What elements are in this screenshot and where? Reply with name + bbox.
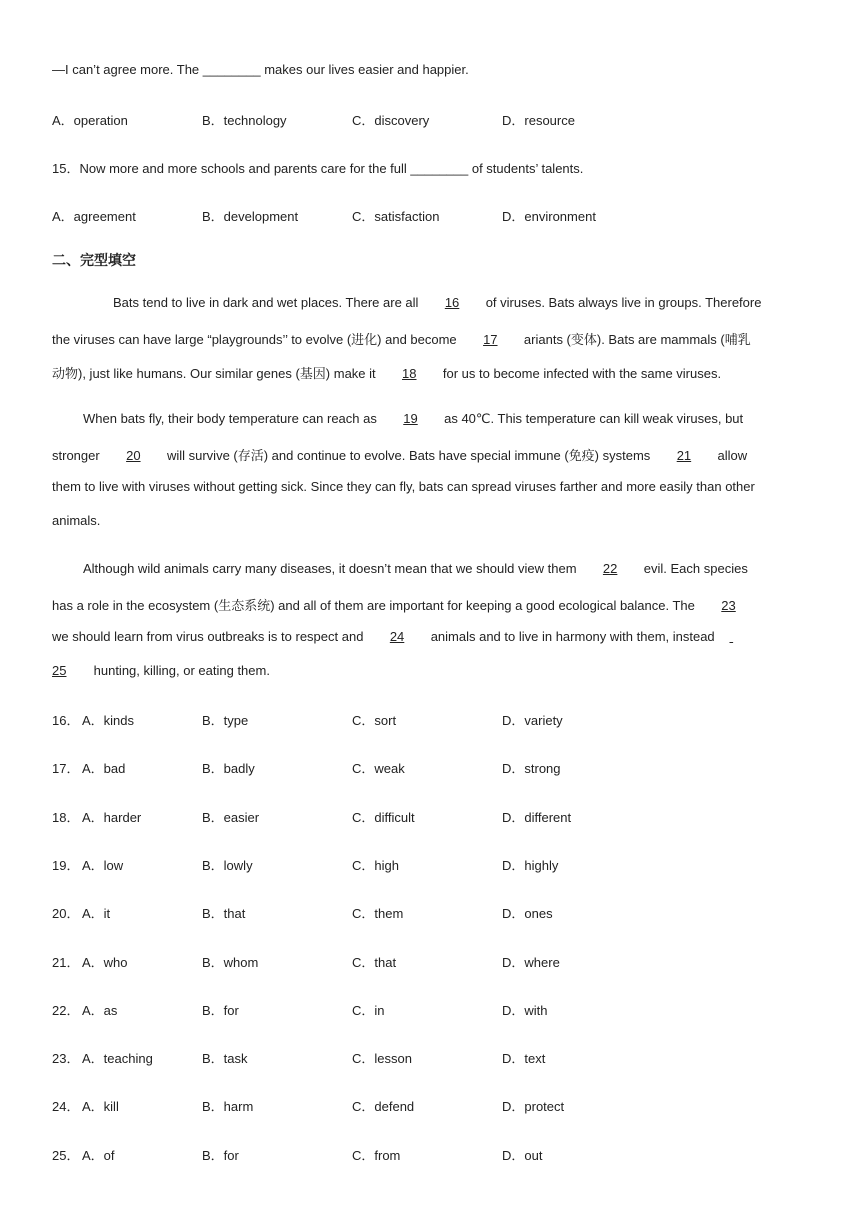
question-option-d: D．highly [502, 857, 559, 873]
question-option-c: C．in [352, 1002, 385, 1018]
passage-line [52, 663, 270, 678]
question-option-c: C．from [352, 1147, 401, 1163]
question-number: 23． [52, 1051, 80, 1067]
blank-21: 21 [676, 448, 692, 463]
passage-line: them to live with viruses without getting sick. Since they can fly, bats can spread viruses farther and more easily than other [52, 479, 755, 494]
question-option-b: B．lowly [202, 857, 253, 873]
question-option-a: A．bad [82, 761, 126, 777]
question-option-a: A．as [82, 1002, 118, 1018]
passage-line: animals. [52, 513, 101, 528]
blank-25-lead [718, 629, 744, 644]
passage-line [83, 411, 743, 427]
blank-20: 20 [126, 448, 141, 463]
passage-text: 动物), just like humans. Our similar genes (基因) make it [52, 366, 376, 381]
passage-text: stronger [52, 448, 100, 463]
blank-16: 16 [444, 295, 460, 310]
passage-text: evil. Each species [643, 561, 748, 576]
question-option-d: D．protect [502, 1099, 565, 1115]
question-option-c: C．high [352, 857, 399, 873]
passage-text: the viruses can have large “playgrounds’’ to evolve (进化) and become [52, 332, 457, 347]
question-option-b: B．type [202, 713, 249, 728]
blank-17: 17 [483, 332, 498, 347]
question-option-b: B．for [202, 1147, 239, 1163]
q15-stem: 15．Now more and more schools and parents care for the full ________ of students’ talents. [52, 161, 584, 176]
question-option-d: D．strong [502, 761, 561, 777]
q15-option-a: A．agreement [52, 209, 136, 224]
question-option-c: C．them [352, 906, 404, 922]
question-option-b: B．that [202, 906, 246, 922]
passage-text: ariants (变体). Bats are mammals (哺乳 [523, 332, 751, 347]
question-option-c: C．defend [352, 1099, 415, 1115]
q14-option-d: D．resource [502, 113, 575, 128]
question-option-b: B．easier [202, 809, 260, 825]
question-option-d: D．out [502, 1147, 543, 1163]
question-option-a: A．of [82, 1147, 115, 1163]
blank-22: 22 [602, 561, 618, 576]
question-option-c: C．sort [352, 713, 397, 728]
question-option-d: D．different [502, 809, 572, 825]
passage-line [52, 329, 751, 348]
question-number: 16． [52, 713, 80, 728]
blank-19: 19 [403, 411, 418, 426]
passage-text: will survive (存活) and continue to evolve. Bats have special immune (免疫) systems [166, 448, 651, 463]
question-option-a: A．who [82, 954, 128, 970]
question-number: 25． [52, 1147, 80, 1163]
passage-text: as 40℃. This temperature can kill weak viruses, but [444, 411, 744, 426]
question-option-d: D．text [502, 1051, 546, 1067]
question-number: 18． [52, 809, 80, 825]
question-option-b: B．for [202, 1002, 239, 1018]
q14-option-b: B．technology [202, 113, 287, 128]
question-option-c: C．difficult [352, 809, 415, 825]
question-option-c: C．weak [352, 761, 405, 777]
question-number: 20． [52, 906, 80, 922]
blank-25: 25 [52, 663, 67, 678]
question-option-c: C．lesson [352, 1051, 412, 1067]
question-option-a: A．it [82, 906, 111, 922]
question-option-b: B．whom [202, 954, 259, 970]
q14-option-c: C．discovery [352, 113, 430, 128]
passage-line [83, 561, 748, 576]
passage-text: we should learn from virus outbreaks is to respect and [52, 629, 364, 644]
q14-stem: —I can’t agree more. The ________ makes our lives easier and happier. [52, 62, 469, 77]
question-number: 24． [52, 1099, 80, 1115]
question-option-c: C．that [352, 954, 397, 970]
passage-text: of viruses. Bats always live in groups. Therefore [485, 295, 762, 310]
blank-18: 18 [402, 366, 417, 381]
question-option-a: A．harder [82, 809, 142, 825]
q15-option-c: C．satisfaction [352, 209, 440, 224]
question-option-b: B．task [202, 1051, 248, 1067]
passage-line [113, 295, 761, 310]
passage-text: allow [717, 448, 748, 463]
question-option-d: D．with [502, 1002, 548, 1018]
q15-option-b: B．development [202, 209, 299, 224]
blank-23: 23 [721, 598, 736, 613]
question-option-a: A．kill [82, 1099, 119, 1115]
question-option-b: B．harm [202, 1099, 254, 1115]
question-number: 21． [52, 954, 80, 970]
passage-line [52, 363, 721, 382]
passage-text: When bats fly, their body temperature can reach as [83, 411, 377, 426]
question-number: 22． [52, 1002, 80, 1018]
question-option-a: A．kinds [82, 713, 135, 728]
q14-option-a: A．operation [52, 113, 128, 128]
passage-text: Bats tend to live in dark and wet places. There are all [113, 295, 419, 310]
q15-option-d: D．environment [502, 209, 596, 224]
passage-text: animals and to live in harmony with them, instead [430, 629, 715, 644]
blank-24: 24 [389, 629, 405, 644]
passage-text: for us to become infected with the same viruses. [442, 366, 722, 381]
passage-text: Although wild animals carry many diseases, it doesn’t mean that we should view them [83, 561, 577, 576]
passage-text: has a role in the ecosystem (生态系统) and all of them are important for keeping a good ecological balance. The [52, 598, 695, 613]
question-option-d: D．where [502, 954, 560, 970]
passage-text: hunting, killing, or eating them. [93, 663, 270, 678]
question-option-a: A．low [82, 857, 124, 873]
passage-line [52, 595, 759, 614]
section-heading: 二、完型填空 [52, 252, 136, 268]
passage-line [52, 629, 744, 644]
question-option-a: A．teaching [82, 1051, 153, 1067]
passage-line [52, 445, 747, 464]
question-option-d: D．variety [502, 713, 563, 728]
question-option-d: D．ones [502, 906, 553, 922]
question-number: 17． [52, 761, 80, 777]
question-number: 19． [52, 857, 80, 873]
question-option-b: B．badly [202, 761, 255, 777]
